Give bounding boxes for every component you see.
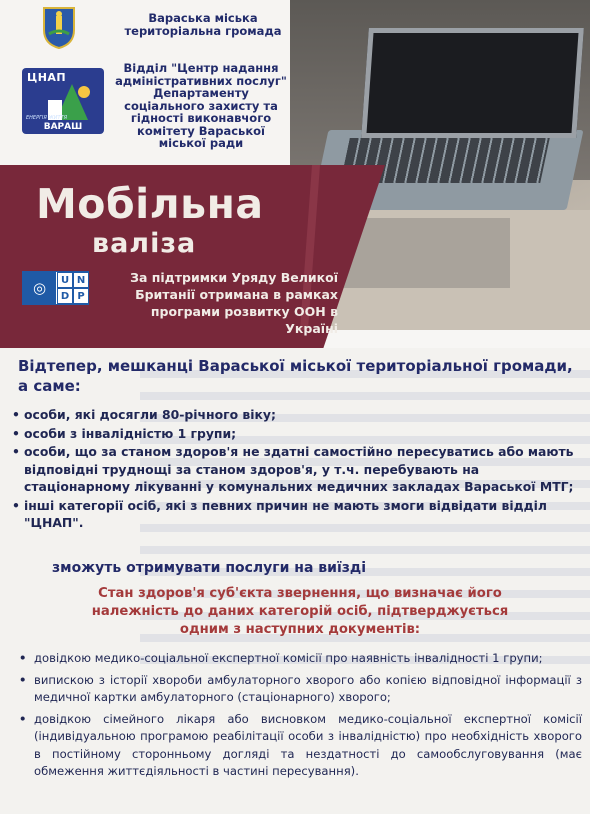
undp-logo: ◎ U N D P (22, 271, 89, 305)
list-item: • випискою з історії хвороби амбулаторного хворого або копією відповідної інформації з медичної картки амбулаторного (стаціонарного) хворого; (16, 672, 582, 707)
cnap-logo: ЦНАП ЕНЕРГІЯ ЖИТТЯ ВАРАШ (22, 68, 104, 134)
list-item: • інші категорії осіб, які з певних причин не мають змоги відвідати відділ "ЦНАП". (10, 497, 585, 532)
support-text: За підтримки Уряду Великої Британії отримана в рамках програми розвитку ООН в Україні (130, 270, 338, 336)
services-heading: зможуть отримувати послуги на виїзді (52, 560, 367, 576)
list-item: • особи з інвалідністю 1 групи; (10, 425, 585, 443)
eligible-categories-list (10, 406, 585, 533)
page-subtitle: валіза (92, 228, 197, 259)
list-item: • особи, які досягли 80-річного віку; (10, 406, 585, 424)
department-name: Відділ "Центр надання адміністративних послуг" Департаменту соціального захисту та гідності виконавчого комітету Вараської міської ради (115, 61, 287, 150)
list-item: • особи, що за станом здоров'я не здатні самостійно пересуватись або мають відповідні труднощі за станом здоров'я, у т.ч. перебувають на стаціонарному лікуванні у комунальних медичних закладах Вараської МТГ; (10, 443, 585, 496)
city-coat-of-arms-icon (40, 4, 78, 50)
laptop-screen (361, 28, 584, 138)
intro-heading: Відтепер, мешканці Вараської міської територіальної громади, а саме: (18, 357, 573, 395)
page-title: Мобільна (36, 180, 264, 228)
list-item: • довідкою медико-соціальної експертної комісії про наявність інвалідності 1 групи; (16, 650, 582, 668)
documents-list (16, 650, 582, 785)
municipality-name: Вараська міська територіальна громада (124, 11, 282, 38)
un-emblem-icon: ◎ (23, 272, 56, 304)
health-status-note: Стан здоров'я суб'єкта звернення, що визначає його належність до даних категорій осіб, підтверджується одним з наступних документів: (91, 586, 509, 637)
list-item: • довідкою сімейного лікаря або висновком медико-соціальної експертної комісії (індивідуальною програмою реабілітації особи з інвалідністю) про необхідність хворого в постійному сторонньому догляді та нездатності до самообслуговування (має обмеження життєдіяльності в частині пересування). (16, 711, 582, 781)
